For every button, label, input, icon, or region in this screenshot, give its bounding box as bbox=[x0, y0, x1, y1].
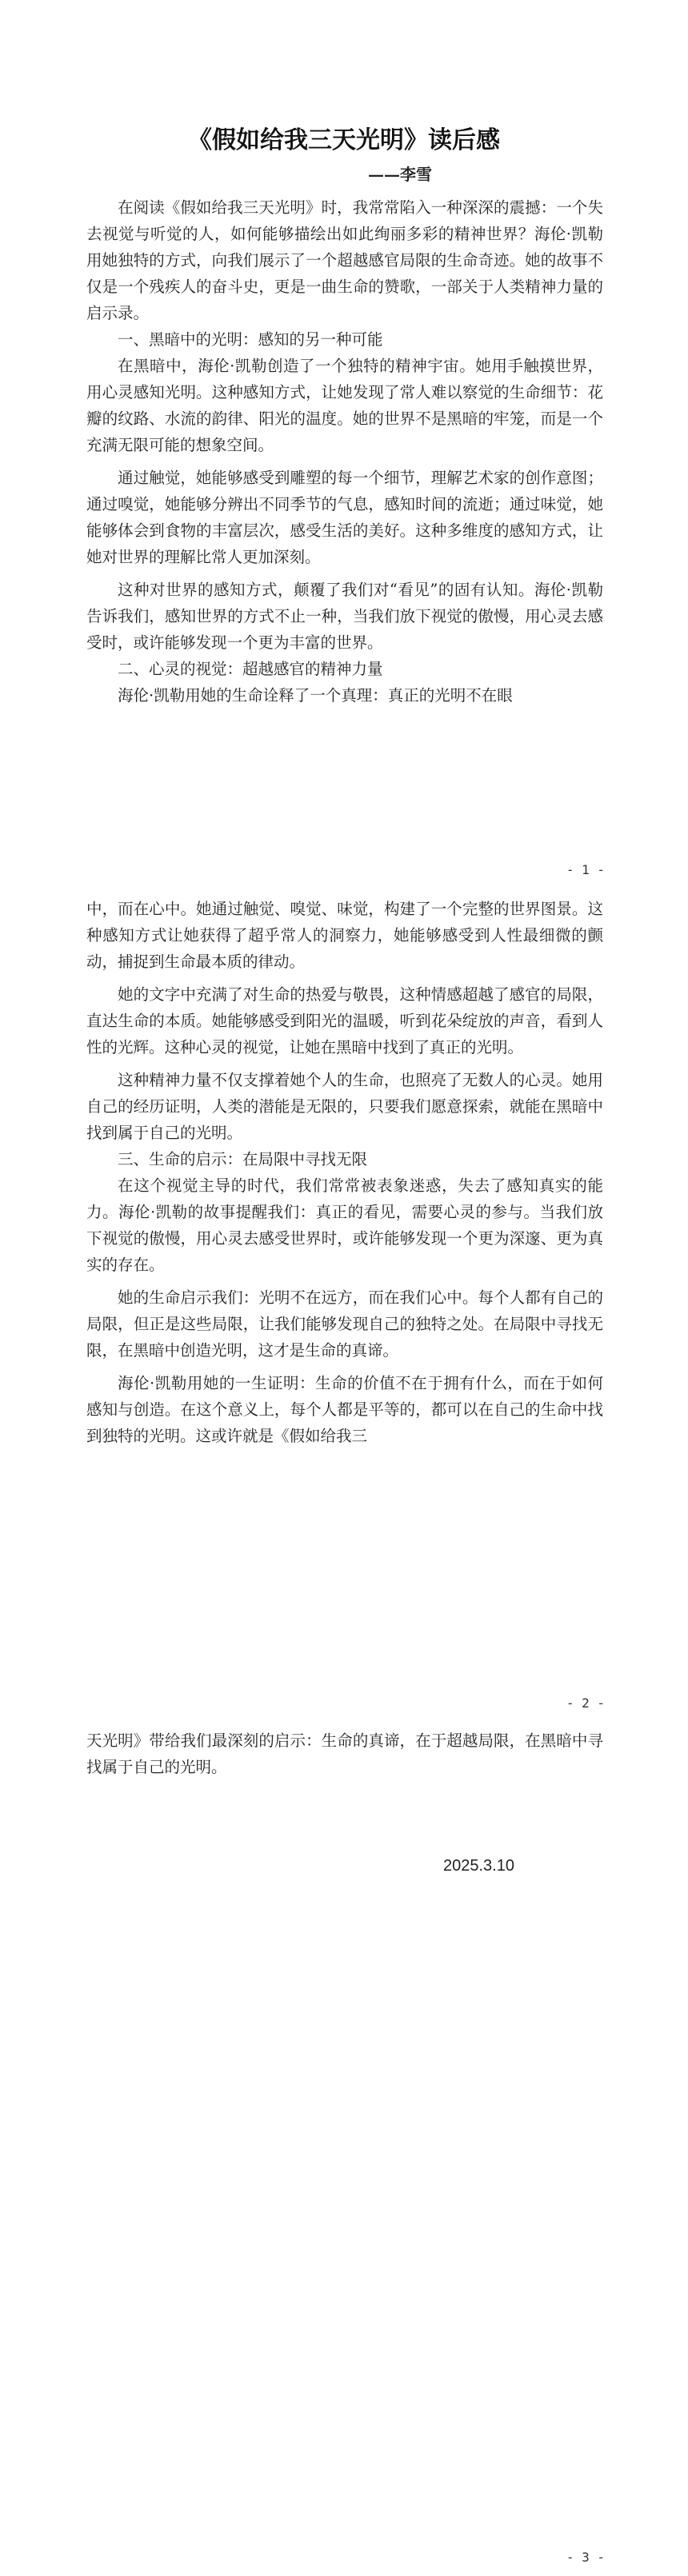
paragraph: 这种精神力量不仅支撑着她个人的生命，也照亮了无数人的心灵。她用自己的经历证明，人类的潜能是无限的，只要我们愿意探索，就能在黑暗中找到属于自己的光明。 bbox=[86, 1071, 603, 1142]
document-title: 《假如给我三天光明》读后感 bbox=[188, 126, 500, 154]
date-stamp: 2025.3.10 bbox=[443, 1857, 514, 1875]
page-2 bbox=[0, 896, 688, 1727]
page-number: - 2 - bbox=[566, 1695, 605, 1711]
paragraph: 在黑暗中，海伦·凯勒创造了一个独特的精神宇宙。她用手触摸世界，用心灵感知光明。这种感知方式，让她发现了常人难以察觉的生命细节：花瓣的纹路、水流的韵律、阳光的温度。她的世界不是黑暗的牢笼，而是一个充满无限可能的想象空间。 bbox=[86, 357, 603, 454]
section-heading: 三、生命的启示：在局限中寻找无限 bbox=[118, 1150, 368, 1168]
author-line: ——李雪 bbox=[368, 165, 432, 184]
page-3-body bbox=[86, 1727, 603, 1780]
paragraph: 在阅读《假如给我三天光明》时，我常常陷入一种深深的震撼：一个失去视觉与听觉的人，如何能够描绘出如此绚丽多彩的精神世界？海伦·凯勒用她独特的方式，向我们展示了一个超越感官局限的生命奇迹。她的故事不仅是一个残疾人的奋斗史，更是一曲生命的赞歌，一部关于人类精神力量的启示录。 bbox=[86, 198, 603, 322]
page-1-body bbox=[86, 194, 603, 709]
paragraph: 在这个视觉主导的时代，我们常常被表象迷惑，失去了感知真实的能力。海伦·凯勒的故事提醒我们：真正的看见，需要心灵的参与。当我们放下视觉的傲慢，用心灵去感受世界时，或许能够发现一个更为深邃、更为真实的存在。 bbox=[86, 1176, 603, 1274]
page-3 bbox=[0, 1727, 688, 2576]
paragraph-continued: 中，而在心中。她通过触觉、嗅觉、味觉，构建了一个完整的世界图景。这种感知方式让她获得了超乎常人的洞察力，她能够感受到人性最细微的颤动，捕捉到生命最本质的律动。 bbox=[86, 900, 603, 971]
section-heading: 二、心灵的视觉：超越感官的精神力量 bbox=[118, 660, 383, 678]
section-heading: 一、黑暗中的光明：感知的另一种可能 bbox=[118, 330, 383, 349]
page-number: - 1 - bbox=[566, 862, 605, 877]
paragraph: 她的文字中充满了对生命的热爱与敬畏，这种情感超越了感官的局限，直达生命的本质。她能够感受到阳光的温暖，听到花朵绽放的声音，看到人性的光辉。这种心灵的视觉，让她在黑暗中找到了真正的光明。 bbox=[86, 985, 603, 1056]
page-1 bbox=[0, 0, 688, 896]
paragraph: 通过触觉，她能够感受到雕塑的每一个细节，理解艺术家的创作意图；通过嗅觉，她能够分辨出不同季节的气息，感知时间的流逝；通过味觉，她能够体会到食物的丰富层次，感受生活的美好。这种多维度的感知方式，让她对世界的理解比常人更加深刻。 bbox=[86, 469, 603, 566]
paragraph: 这种对世界的感知方式，颠覆了我们对“看见”的固有认知。海伦·凯勒告诉我们，感知世界的方式不止一种，当我们放下视觉的傲慢，用心灵去感受时，或许能够发现一个更为丰富的世界。 bbox=[86, 581, 603, 652]
page-number: - 3 - bbox=[566, 2550, 605, 2565]
paragraph: 海伦·凯勒用她的一生证明：生命的价值不在于拥有什么，而在于如何感知与创造。在这个意义上，每个人都是平等的，都可以在自己的生命中找到独特的光明。这或许就是《假如给我三 bbox=[86, 1374, 603, 1445]
paragraph-continued: 天光明》带给我们最深刻的启示：生命的真谛，在于超越局限，在黑暗中寻找属于自己的光明。 bbox=[86, 1731, 603, 1776]
page-2-body bbox=[86, 896, 603, 1449]
paragraph: 海伦·凯勒用她的生命诠释了一个真理：真正的光明不在眼 bbox=[118, 686, 513, 705]
paragraph: 她的生命启示我们：光明不在远方，而在我们心中。每个人都有自己的局限，但正是这些局限，让我们能够发现自己的独特之处。在局限中寻找无限，在黑暗中创造光明，这才是生命的真谛。 bbox=[86, 1288, 603, 1360]
